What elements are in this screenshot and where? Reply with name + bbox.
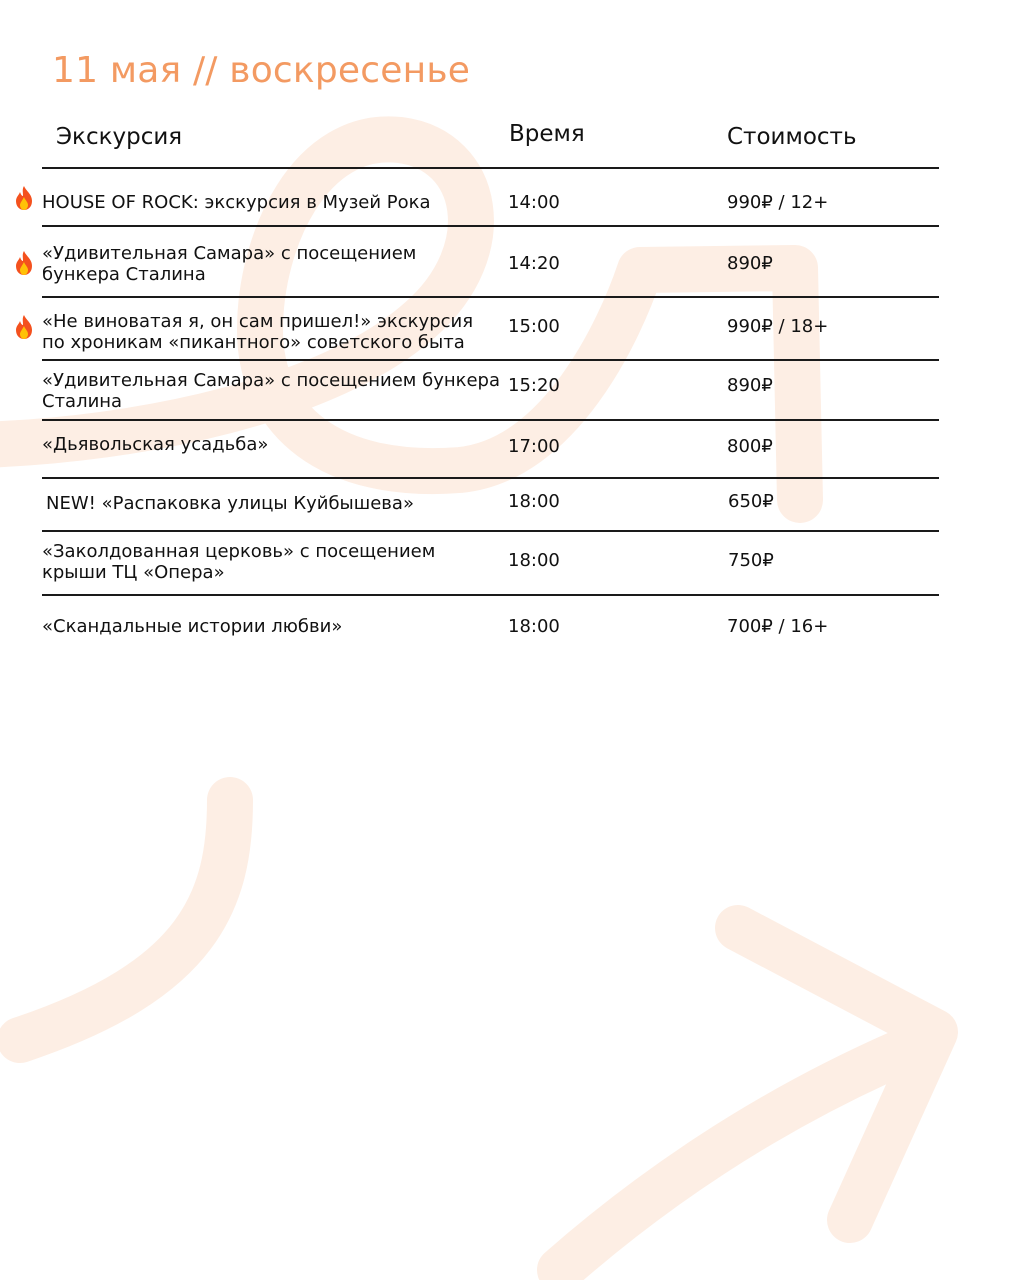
- table-divider: [42, 594, 939, 596]
- excursion-price: 700₽ / 16+: [727, 616, 829, 637]
- table-divider: [42, 359, 939, 361]
- column-header-price: Стоимость: [727, 124, 857, 150]
- table-divider: [42, 419, 939, 421]
- page-title: 11 мая // воскресенье: [52, 50, 471, 91]
- excursion-price: 890₽: [727, 253, 773, 274]
- excursion-time: 15:00: [508, 316, 560, 337]
- excursion-time: 18:00: [508, 491, 560, 512]
- table-divider: [42, 167, 939, 169]
- excursion-price: 890₽: [727, 375, 773, 396]
- excursion-time: 14:20: [508, 253, 560, 274]
- excursion-price: 990₽ / 12+: [727, 192, 829, 213]
- column-header-time: Время: [509, 121, 585, 147]
- fire-icon: [12, 314, 36, 340]
- column-header-excursion: Экскурсия: [56, 124, 183, 150]
- excursion-name: «Удивительная Самара» с посещением бункера Сталина: [42, 370, 501, 412]
- excursion-name: «Не виноватая я, он сам пришел!» экскурсия по хроникам «пикантного» советского быта: [42, 311, 474, 353]
- excursion-time: 18:00: [508, 550, 560, 571]
- excursion-price: 650₽: [728, 491, 774, 512]
- excursion-time: 17:00: [508, 436, 560, 457]
- excursion-time: 18:00: [508, 616, 560, 637]
- excursion-price: 800₽: [727, 436, 773, 457]
- excursion-time: 15:20: [508, 375, 560, 396]
- excursion-name: «Скандальные истории любви»: [42, 616, 343, 637]
- excursion-time: 14:00: [508, 192, 560, 213]
- excursion-name: «Заколдованная церковь» с посещением крыши ТЦ «Опера»: [42, 541, 436, 583]
- fire-icon: [12, 185, 36, 211]
- excursion-name: NEW! «Распаковка улицы Куйбышева»: [46, 493, 414, 514]
- table-divider: [42, 477, 939, 479]
- table-divider: [42, 296, 939, 298]
- excursion-name: HOUSE OF ROCK: экскурсия в Музей Рока: [42, 192, 431, 213]
- excursion-name: «Удивительная Самара» с посещением бункера Сталина: [42, 243, 417, 285]
- excursion-name: «Дьявольская усадьба»: [42, 434, 269, 455]
- excursion-price: 750₽: [728, 550, 774, 571]
- excursion-price: 990₽ / 18+: [727, 316, 829, 337]
- table-divider: [42, 530, 939, 532]
- table-divider: [42, 225, 939, 227]
- fire-icon: [12, 250, 36, 276]
